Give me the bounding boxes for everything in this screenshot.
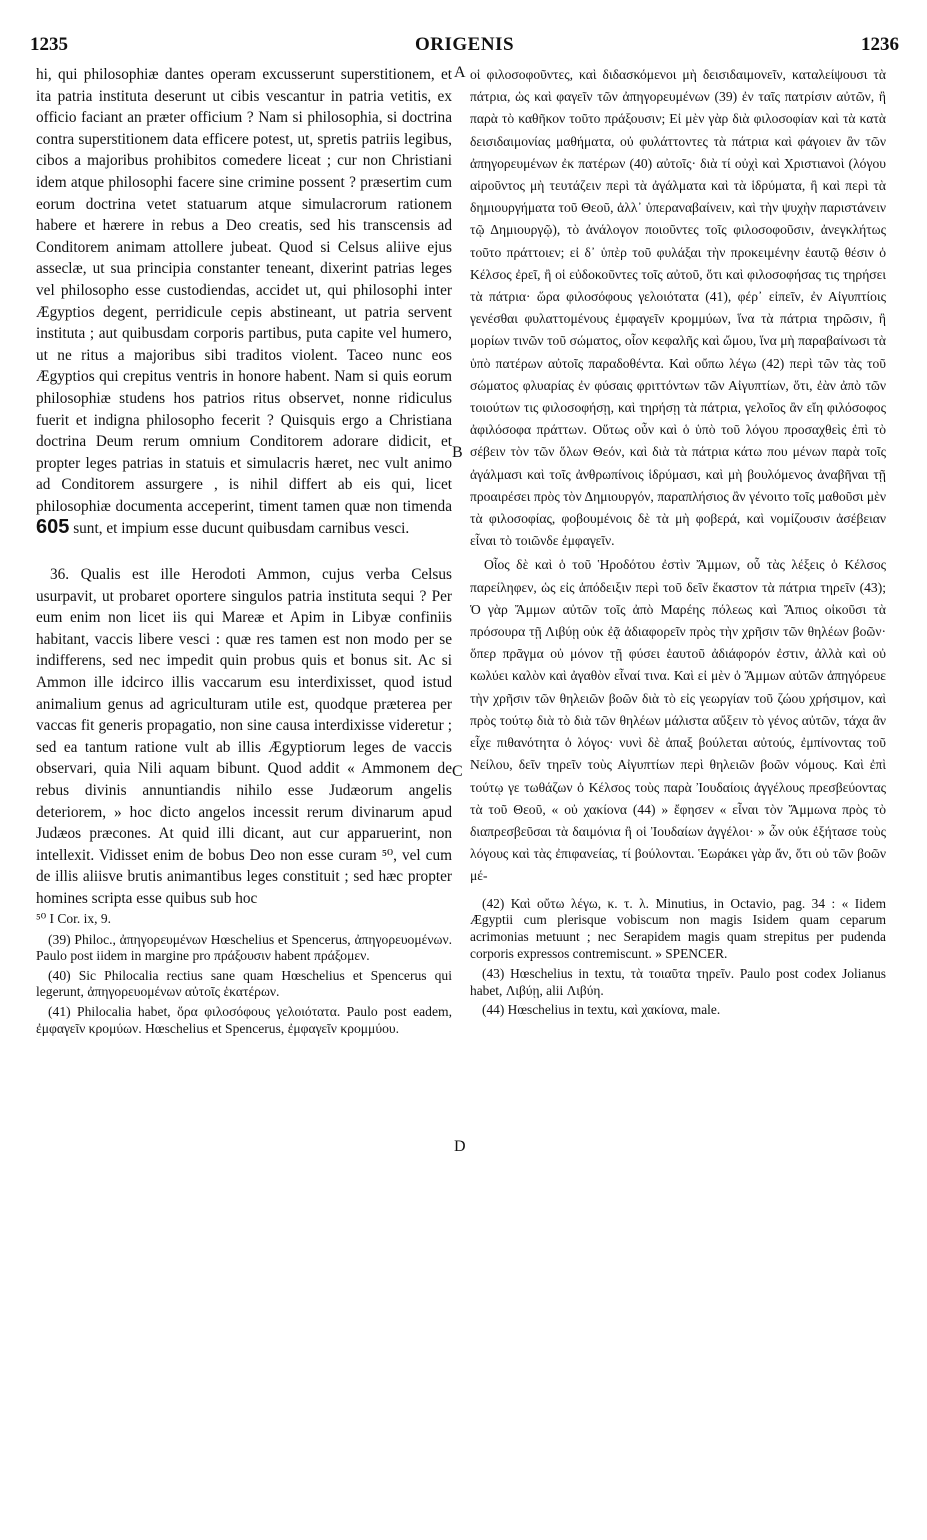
scripture-reference: ⁵⁰ I Cor. ix, 9. xyxy=(36,910,111,926)
latin-paragraph-2: 36. Qualis est ille Herodoti Ammon, cujus verba Celsus usurpavit, ut probaret oportere singulos patria instituta sequi ? Per eum enim non licet iis qui Mareæ et Apim in Libyæ confiniis habitant, vaccis libere vesci : quæ res tamen est non modo per se indifferens, sed nec impedit quin probus quis et bonus sit. Ac si Ammon ille idcirco illis vaccarum esu interdixisset, quod istud animalium genus ad agriculturam utile est, quodque præterea per vaccas fit generis propagatio, non sine causa interdixisse videretur ; sed ea tantum ratione vult ab illis Ægyptiorum leges de vaccis observari, quia Nili aquam bibunt. Quod addit « Ammonem de rebus divinis annuntiandis nihilo esse Judæorum angelis deteriorem, » hoc dicto angelos incessit rerum divinarum apud Judæos præcones. At quid illi dicant, aut cur apparuerint, non intellexit. Vidisset enim de bobus Deo non esse curam ⁵⁰, vel cum de illis aliisve brutis animantibus leges constituit ; sed hæc propter homines scripta esse quibus sub hoc xyxy=(36,566,452,907)
margin-marker-c: C xyxy=(452,763,463,780)
latin-paragraph-1-text: hi, qui philosophiæ dantes operam excusserunt superstitionem, et ita patria instituta deserunt ut cibis vescantur in patria vetitis, ex officio faciant an præter officium ? Nam si philosophia, si doctrina contra superstitionem data efficere potest, ut, spretis patriis legibus, cibos a majoribus prohibitos comedere liceat ; cur non Christiani idem atque philosophi facere sine crimine possent ? præsertim cum eorum doctrina vetet statuarum atque simulacrorum rationem habere et hærere in rebus a Deo creatis, sed his transcensis ad Conditorem animam attollere jubeat. Quod si Celsus aliive ejus asseclæ, ut sua principia constanter teneant, dixerint patrias leges vel philosopho esse custodiendas, accidet ut, qui philosophi inter Ægyptios degent, perridicule cepis abstineant, ut patria servent instituta ; aut quibusdam corporis partibus, puta capite vel humero, ut ne ritus a majoribus sibi traditos violent. Taceo nunc eos Ægyptios qui crepitus ventris in honore habent. Nam si quis eorum philosophiæ studens hos patrios ritus observet, nonne ridiculus fuerit et indigna philosopho fecerit ? Quisquis ergo a Christiana doctrina Deum rerum omnium Conditorem adorare didicit, et propter leges patrias in statuis et simulacris hæret, nec vult animo ad Conditorem assurgere , is nihil differt ab eis qui, licet philosophiæ documenta acceperint, timent tamen quæ non timenda xyxy=(36,66,452,515)
footnote-40: (40) Sic Philocalia rectius sane quam Hœschelius et Spencerus qui legerunt, ἀπηγορευομένων αὐτοῖς ἑκατέρων. xyxy=(36,967,452,1000)
margin-marker-b: B xyxy=(452,444,463,461)
greek-paragraph-2: Οἷος δὲ καὶ ὁ τοῦ Ἡροδότου ἐστὶν Ἄμμων, οὗ τὰς λέξεις ὁ Κέλσος παρείληφεν, ὡς εἰς ἀπόδειξιν περὶ τοῦ δεῖν ἕκαστον τὰ πάτρια τηρεῖν (43); Ὁ γὰρ Ἄμμων αὐτῶν τοῖς ἀπὸ Μαρέης πόλεως καὶ Ἄπιος οἰκοῦσι τὰ πρόσουρα τῇ Λιβύῃ οὐκ ἐᾷ ἀδιαφορεῖν πρὸς τὴν χρῆσιν τῶν θηλέων βοῶν· ὅπερ πρᾶγμα οὐ μόνον τῇ φύσει ἑαυτοῦ ἀδιάφορόν ἐστιν, ἀλλὰ καὶ οὐ κωλύει καλὸν καὶ ἀγαθὸν εἶναί τινα. Καὶ εἰ μὲν ὁ Ἄμμων αὐτῶν ἀπηγόρευε τὴν χρῆσιν τῶν θηλειῶν βοῶν διὰ τὸ εἰς γεωργίαν τοῦ ζώου χρήσιμον, καὶ πρὸς τούτῳ διὰ τὸ διὰ τῶν θηλέων μάλιστα αὔξειν τὸ γένος αὐτῶν, τάχα ἂν εἶχε πιθανότητα ὁ λόγος· νυνὶ δὲ ἁπαξ βούλεται αὐτούς, ἐμπίνοντας τοῦ Νείλου, δεῖν τηρεῖν τοὺς Αἰγυπτίων περὶ θηλειῶν βοῶν νόμους. Καὶ ἐπὶ τούτῳ γε τωθάζων ὁ Κέλσος τοὺς παρὰ Ἰουδαίοις ἀγγέλους πρεσβεύοντας τὰ τοῦ Θεοῦ, « οὐ χακίονα (44) » ἔφησεν « εἶναι τὸν Ἄμμωνα πρὸς τὸ διαπρεσβεῦσαι τὰ δαιμόνια ἢ οἱ Ἰουδαίων ἀγγέλοι· » ὧν οὐκ ἐξήτασε τοὺς λόγους καὶ τὰς ἐπιφανείας, τί βούλονται. Ἑωράκει γὰρ ἄν, ὅτι οὐ τῶν βοῶν μέ- xyxy=(470,557,886,884)
footnote-42: (42) Καὶ οὔτω λέγω, κ. τ. λ. Minutius, in Octavio, pag. 34 : « Iidem Ægyptii cum plerisque vobiscum non magis Isidem quam ceparum acrimonias metuunt ; nec Serapidem magis quam strepitus per pudenda corporis expressos contremiscunt. » SPENCER. xyxy=(470,895,886,961)
latin-column xyxy=(36,64,452,1040)
footnote-39: (39) Philoc., ἀπηγορευμένων Hœschelius et Spencerus, ἀπηγορευομένων. Paulo post iidem in margine pro πράξουσιν habent πράξομεν. xyxy=(36,931,452,964)
page-number-left: 1235 xyxy=(30,34,68,55)
margin-marker-a: A xyxy=(454,64,466,81)
footnote-43: (43) Hœschelius in textu, τὰ τοιαῦτα τηρεῖν. Paulo post codex Jolianus habet, Λιβύῃ, alii Λιβύη. xyxy=(470,965,886,998)
greek-paragraph-1: οἱ φιλοσοφοῦντες, καὶ διδασκόμενοι μὴ δεισιδαιμονεῖν, καταλείψουσι τὰ πάτρια, ὡς καὶ φαγεῖν τῶν ἀπηγορευμένων (39) ἐν ταῖς πατρίσιν αὐτῶν, ἢ παρὰ τὸ καθῆκον τοῦτο πράξουσιν; Εἰ μὲν γὰρ διὰ φιλοσοφίαν καὶ τὰ κατὰ δεισιδαιμονίας μαθήματα, οὐ φυλάττοντες τὰ πάτρια καὶ φάγοιεν ἂν τῶν ἀπηγορευμένων ἐκ πατέρων (40) αὐτοῖς· διὰ τί οὐχὶ καὶ Χριστιανοὶ (λόγου αἱροῦντος μὴ τευτάζειν περὶ τὰ ἀγάλματα καὶ τὰ ἱδρύματα, ἢ καὶ περὶ τὰ δημιουργήματα τοῦ Θεοῦ, ἀλλ᾽ ὑπεραναβαίνειν, καὶ τὴν ψυχὴν παριστάνειν τῷ Δημιουργῷ), τὸ ἀνάλογον ποιοῦντες τοῖς φιλοσοφοῦσιν, ἀνεγκλήτως τοῦτο πράττοιεν; εἰ δ᾽ ὑπὲρ τοῦ φυλάξαι τὴν προκειμένην ἑαυτῷ θέσιν ὁ Κέλσος ἐρεῖ, ἢ οἱ εὐδοκοῦντες τοῖς αὐτοῦ, ὅτι καὶ φιλοσοφήσας τις τηρήσει τὰ πάτρια· ὥρα φιλοσόφους γελοιότατα (41), φέρ᾽ εἰπεῖν, ἐν Αἰγυπτίοις γενέσθαι φυλαττομένους ἐμφαγεῖν κρομμύων, ἵνα τὰ πάτρια τηρῶσιν, ἢ μορίων τινῶν τοῦ σώματος, οἷον κεφαλῆς καὶ ὤμου, ἵνα μὴ παραβαίνωσι τὰ ὑπὸ πατέρων αὐτοῖς παραδοθέντα. Καὶ οὔπω λέγω (42) περὶ τῶν τὰς τοῦ σώματος φλυαρίας ἐν φύσαις φριττόντων τῶν Αἰγυπτίων, ὅτι, ἐὰν ἀπὸ τῶν τοιούτων τις φιλοσοφήσῃ, καὶ τηρήσῃ τὰ πάτρια, γελοῖος ἂν εἴη φιλόσοφος ἀφιλόσοφα πράττων. Οὕτως οὖν καὶ ὁ ὑπὸ τοῦ λόγου προσαχθεὶς ἐπὶ τὸ σέβειν τὸν τῶν ὅλων Θεόν, καὶ διὰ τὰ πάτρια κάτω που μένων παρὰ τοῖς ἀγάλμασι καὶ τοῖς ἀνθρωπίνοις ἱδρύμασι, καὶ μὴ βουλόμενος ἀναβῆναι τῇ προαιρέσει πρὸς τὸν Δημιουργόν, παραπλήσιος ἂν γένοιτο τοῖς μαθοῦσι μὲν τὰ φιλοσοφίας, φοβουμένοις δὲ τὰ μὴ φοβερά, καὶ νομίζουσιν ἀσέβειαν εἶναι τὸ τοιῶνδε ἐμφαγεῖν. xyxy=(470,67,886,549)
page-number-right: 1236 xyxy=(861,34,899,55)
column-number: 605 xyxy=(36,516,70,539)
greek-footnotes xyxy=(470,896,886,1020)
latin-paragraph-1 xyxy=(36,64,452,540)
footnote-41: (41) Philocalia habet, ὅρα φιλοσόφους γελοιότατα. Paulo post eadem, ἐμφαγεῖν κρομύων. Hœschelius et Spencerus, ἐμφαγεῖν κρομμύου. xyxy=(36,1003,452,1036)
greek-column xyxy=(470,64,886,1022)
running-title: ORIGENIS xyxy=(414,34,515,55)
footnote-44: (44) Hœschelius in textu, καὶ χακίονα, male. xyxy=(482,1002,721,1018)
page-header xyxy=(30,34,899,60)
margin-marker-d: D xyxy=(454,1138,466,1155)
latin-footnotes xyxy=(36,932,452,1038)
latin-paragraph-1-end: sunt, et impium esse ducunt quibusdam carnibus vesci. xyxy=(73,520,410,538)
